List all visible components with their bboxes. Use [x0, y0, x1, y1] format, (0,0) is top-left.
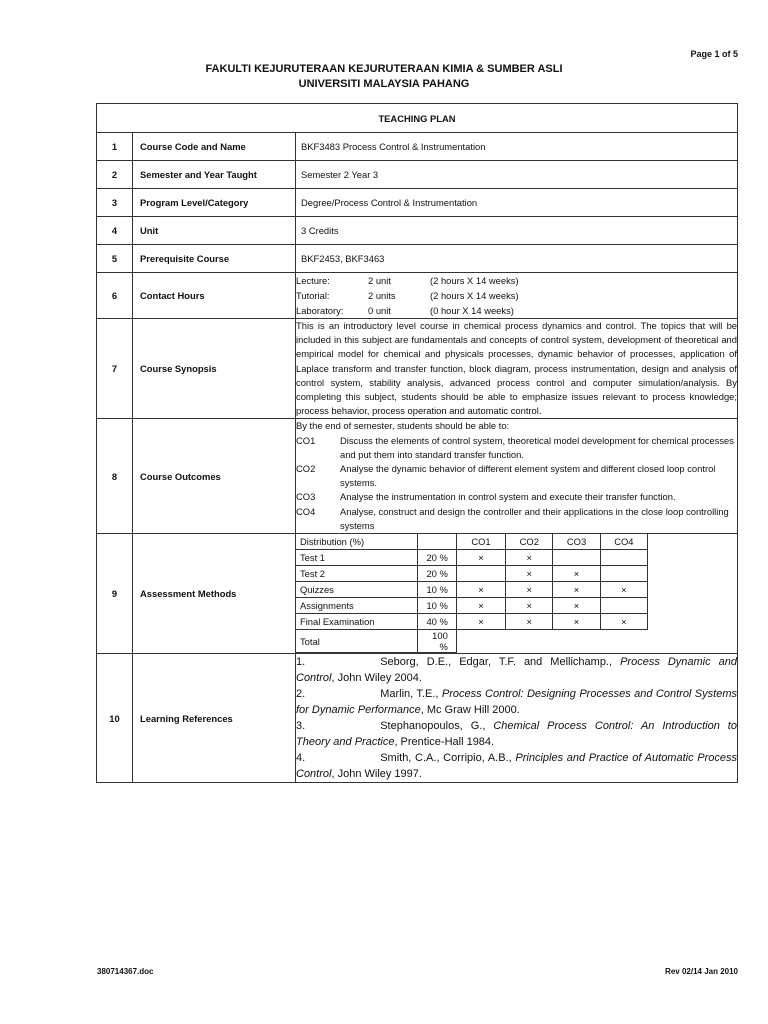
co-mark: × — [506, 550, 553, 566]
assessment-weight: 20 % — [417, 550, 456, 566]
co-mark: × — [506, 582, 553, 598]
course-code-value: BKF3483 Process Control & Instrumentation — [296, 133, 738, 161]
faculty-name: FAKULTI KEJURUTERAAN KEJURUTERAAN KIMIA & SUMBER ASLI — [205, 63, 563, 75]
assessment-name: Total — [296, 630, 417, 653]
co-mark: × — [456, 550, 505, 566]
page-number: Page 1 of 5 — [690, 49, 738, 59]
table-row — [97, 273, 738, 319]
university-name: UNIVERSITI MALAYSIA PAHANG — [298, 78, 470, 90]
contact-hours-cell — [296, 273, 738, 319]
assessment-weight: 10 % — [417, 582, 456, 598]
assessment-name: Assignments — [296, 598, 417, 614]
row-label: Contact Hours — [133, 273, 296, 319]
co-mark: × — [506, 614, 553, 630]
assessment-name: Test 1 — [296, 550, 417, 566]
assessment-name: Quizzes — [296, 582, 417, 598]
assessment-row — [296, 582, 648, 598]
revision-label: Rev 02/14 Jan 2010 — [665, 967, 738, 976]
row-label: Prerequisite Course — [133, 245, 296, 273]
co-mark — [600, 566, 647, 582]
row-number: 2 — [97, 161, 133, 189]
assessment-weight: 100 % — [417, 630, 456, 653]
outcome-item: CO1 Discuss the elements of control system, theoretical model development for chemical processes and put them into standard transfer function. — [296, 434, 734, 460]
row-label: Semester and Year Taught — [133, 161, 296, 189]
row-number: 7 — [97, 319, 133, 419]
co-mark: × — [600, 582, 647, 598]
header-cell: Distribution (%) — [296, 534, 417, 550]
row-number: 3 — [97, 189, 133, 217]
assessment-weight: 20 % — [417, 566, 456, 582]
table-row — [97, 217, 738, 245]
co-mark: × — [553, 566, 600, 582]
co-mark: × — [456, 614, 505, 630]
header-cell — [417, 534, 456, 550]
table-row — [97, 133, 738, 161]
row-number: 5 — [97, 245, 133, 273]
assessment-total-row — [296, 630, 648, 653]
course-synopsis-text: This is an introductory level course in chemical process dynamics and control. The topics that will be included in this subject are fundamentals and concepts of control system, development of theoretical and empirical model for chemical and physicals processes, dynamic behavior of processes, application of Laplace transform and transfer function, block diagram, process instrumentation, design and analysis of control system, stability analysis, advanced process control and computer simulation/analysis. By completing this subject, students should be able to emphasize issues relevant to process knowledge; process behavior, process operation and automatic control. — [296, 319, 738, 419]
assessment-weight: 10 % — [417, 598, 456, 614]
row-label: Course Synopsis — [133, 319, 296, 419]
row-number: 1 — [97, 133, 133, 161]
assessment-row — [296, 598, 648, 614]
document-heading — [0, 62, 768, 92]
assessment-header-row — [296, 534, 648, 550]
row-number: 6 — [97, 273, 133, 319]
outcome-item: CO3 Analyse the instrumentation in control system and execute their transfer function. — [296, 491, 676, 503]
unit-value: 3 Credits — [296, 217, 738, 245]
assessment-weight: 40 % — [417, 614, 456, 630]
table-row — [97, 534, 738, 654]
assessment-name: Test 2 — [296, 566, 417, 582]
row-number: 8 — [97, 419, 133, 534]
co-mark: × — [506, 598, 553, 614]
table-row — [97, 654, 738, 783]
table-row — [97, 161, 738, 189]
reference-item: 4. Smith, C.A., Corripio, A.B., Principles and Practice of Automatic Process Control, John Wiley 1997. — [296, 752, 738, 781]
table-title: TEACHING PLAN — [97, 104, 738, 133]
contact-line: Tutorial: 2 units (2 hours X 14 weeks) — [296, 290, 519, 301]
contact-line: Laboratory: 0 unit (0 hour X 14 weeks) — [296, 305, 514, 316]
document-id: 380714367.doc — [97, 967, 154, 976]
assessment-row — [296, 566, 648, 582]
co-mark: × — [456, 582, 505, 598]
header-cell: CO1 — [456, 534, 505, 550]
header-cell: CO2 — [506, 534, 553, 550]
outcomes-intro: By the end of semester, students should be able to: — [296, 420, 510, 432]
row-label: Program Level/Category — [133, 189, 296, 217]
co-mark: × — [553, 614, 600, 630]
row-label: Course Code and Name — [133, 133, 296, 161]
co-mark: × — [600, 614, 647, 630]
program-level-value: Degree/Process Control & Instrumentation — [296, 189, 738, 217]
table-row — [97, 189, 738, 217]
header-cell: CO3 — [553, 534, 600, 550]
course-outcomes-cell — [296, 419, 738, 534]
co-mark — [600, 598, 647, 614]
outcome-item: CO4 Analyse, construct and design the controller and their applications in the close loop controlling systems — [296, 505, 729, 531]
co-mark — [456, 566, 505, 582]
table-row — [97, 245, 738, 273]
row-number: 10 — [97, 654, 133, 783]
reference-item: 2. Marlin, T.E., Process Control: Designing Processes and Control Systems for Dynamic Performance, Mc Graw Hill 2000. — [296, 688, 737, 717]
row-label: Course Outcomes — [133, 419, 296, 534]
row-label: Learning References — [133, 654, 296, 783]
assessment-table — [296, 534, 648, 653]
row-label: Unit — [133, 217, 296, 245]
co-mark — [600, 550, 647, 566]
contact-line: Lecture: 2 unit (2 hours X 14 weeks) — [296, 275, 519, 286]
co-mark: × — [456, 598, 505, 614]
assessment-cell — [296, 534, 738, 654]
table-row — [97, 419, 738, 534]
teaching-plan-table — [96, 103, 738, 783]
co-mark: × — [506, 566, 553, 582]
semester-value: Semester 2 Year 3 — [296, 161, 738, 189]
co-mark: × — [553, 582, 600, 598]
reference-item: 3. Stephanopoulos, G., Chemical Process Control: An Introduction to Theory and Practice, Prentice-Hall 1984. — [296, 720, 737, 749]
header-cell: CO4 — [600, 534, 647, 550]
co-mark — [553, 550, 600, 566]
assessment-row — [296, 614, 648, 630]
prerequisite-value: BKF2453, BKF3463 — [296, 245, 738, 273]
row-label: Assessment Methods — [133, 534, 296, 654]
assessment-name: Final Examination — [296, 614, 417, 630]
row-number: 9 — [97, 534, 133, 654]
learning-references-cell — [296, 654, 738, 783]
row-number: 4 — [97, 217, 133, 245]
co-mark: × — [553, 598, 600, 614]
table-row — [97, 319, 738, 419]
assessment-row — [296, 550, 648, 566]
outcome-item: CO2 Analyse the dynamic behavior of different element system and different closed loop control systems. — [296, 463, 716, 489]
reference-item: 1. Seborg, D.E., Edgar, T.F. and Mellichamp., Process Dynamic and Control, John Wiley 2004. — [296, 656, 737, 685]
